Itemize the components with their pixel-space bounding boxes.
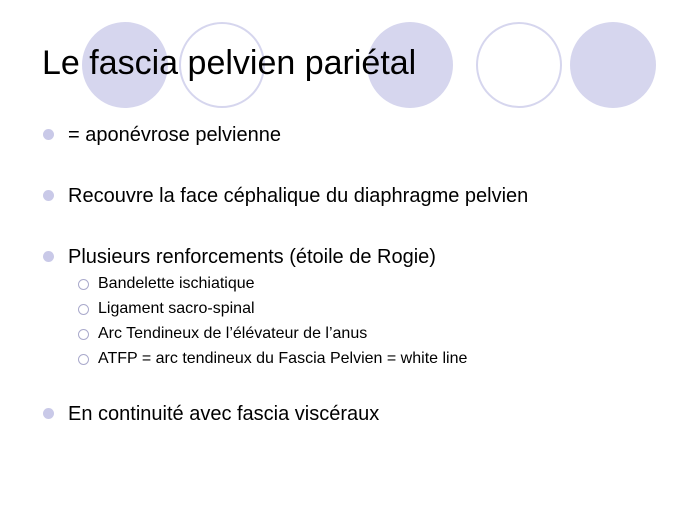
sub-bullet-dot-icon — [78, 279, 89, 290]
bullet-item: = aponévrose pelvienne — [68, 124, 281, 146]
bullet-dot-icon — [43, 408, 54, 419]
sub-bullet-dot-icon — [78, 329, 89, 340]
sub-bullet-item: Arc Tendineux de l’élévateur de l’anus — [98, 325, 368, 342]
bullet-dot-icon — [43, 129, 54, 140]
sub-bullet-item: ATFP = arc tendineux du Fascia Pelvien = white line — [98, 350, 468, 367]
bullet-dot-icon — [43, 251, 54, 262]
sub-bullet-dot-icon — [78, 354, 89, 365]
bullet-dot-icon — [43, 190, 54, 201]
sub-bullet-dot-icon — [78, 304, 89, 315]
bullet-item: En continuité avec fascia viscéraux — [68, 403, 380, 425]
bullet-item: Recouvre la face céphalique du diaphragme pelvien — [68, 185, 529, 207]
slide-title: Le fascia pelvien pariétal — [42, 44, 417, 82]
sub-bullet-item: Bandelette ischiatique — [98, 275, 255, 292]
sub-bullet-item: Ligament sacro-spinal — [98, 300, 255, 317]
bullet-item: Plusieurs renforcements (étoile de Rogie) — [68, 246, 436, 268]
